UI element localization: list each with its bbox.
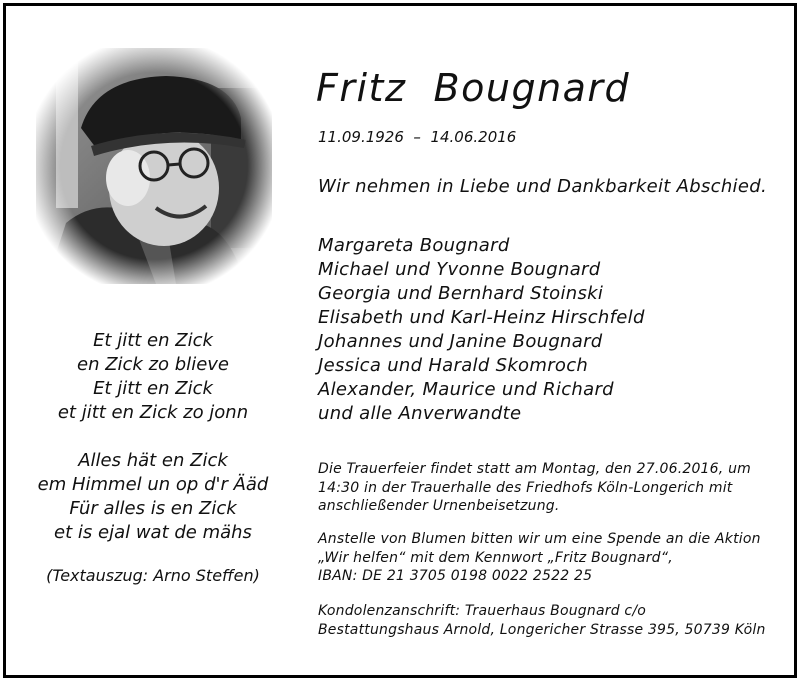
poem-line: en Zick zo blieve	[77, 354, 229, 375]
mourner-line: Georgia und Bernhard Stoinski	[318, 283, 604, 304]
poem-line: em Himmel un op d'r Ääd	[37, 474, 269, 495]
mourner-line: Michael und Yvonne Bougnard	[318, 259, 601, 280]
donation-notice	[318, 530, 761, 586]
poem-line: Et jitt en Zick	[93, 378, 213, 399]
notice-line: „Wir helfen“ mit dem Kennwort „Fritz Bougnard“,	[318, 549, 673, 566]
notice-line: Kondolenzanschrift: Trauerhaus Bougnard c/o	[318, 603, 647, 619]
mourners-list	[318, 234, 645, 426]
deceased-name: Fritz Bougnard	[316, 66, 631, 110]
mourner-line: Elisabeth und Karl-Heinz Hirschfeld	[318, 307, 645, 328]
notice-line: anschließender Urnenbeisetzung.	[318, 498, 560, 514]
notice-line: IBAN: DE 21 3705 0198 0022 2522 25	[318, 568, 593, 584]
notice-line: Die Trauerfeier findet statt am Montag, den 27.06.2016, um	[318, 461, 751, 477]
poem-line: Et jitt en Zick	[93, 330, 213, 351]
mourner-line: Jessica und Harald Skomroch	[318, 355, 589, 376]
portrait-photo	[36, 48, 272, 284]
notice-line: Anstelle von Blumen bitten wir um eine Spende an die Aktion	[318, 531, 761, 547]
condolence-address	[318, 602, 766, 639]
mourner-line: Alexander, Maurice und Richard	[318, 379, 614, 400]
mourner-line: und alle Anverwandte	[318, 403, 522, 424]
poem-stanza-1	[36, 329, 270, 425]
poem-line: et jitt en Zick zo jonn	[57, 402, 249, 423]
poem-line: Für alles is en Zick	[69, 498, 237, 519]
mourner-line: Margareta Bougnard	[318, 235, 510, 256]
poem-line: et is ejal wat de mähs	[54, 522, 252, 543]
notice-line: Bestattungshaus Arnold, Longericher Strasse 395, 50739 Köln	[318, 621, 766, 638]
notice-line: 14:30 in der Trauerhalle des Friedhofs Köln-Longerich mit	[318, 479, 733, 496]
poem-stanza-2	[36, 449, 270, 545]
funeral-notice	[318, 460, 751, 516]
poem-credit: (Textauszug: Arno Steffen)	[46, 566, 260, 585]
mourner-line: Johannes und Janine Bougnard	[318, 331, 603, 352]
poem-line: Alles hät en Zick	[78, 450, 228, 471]
farewell-text: Wir nehmen in Liebe und Dankbarkeit Abschied.	[318, 176, 767, 197]
life-dates: 11.09.1926 – 14.06.2016	[318, 128, 517, 146]
